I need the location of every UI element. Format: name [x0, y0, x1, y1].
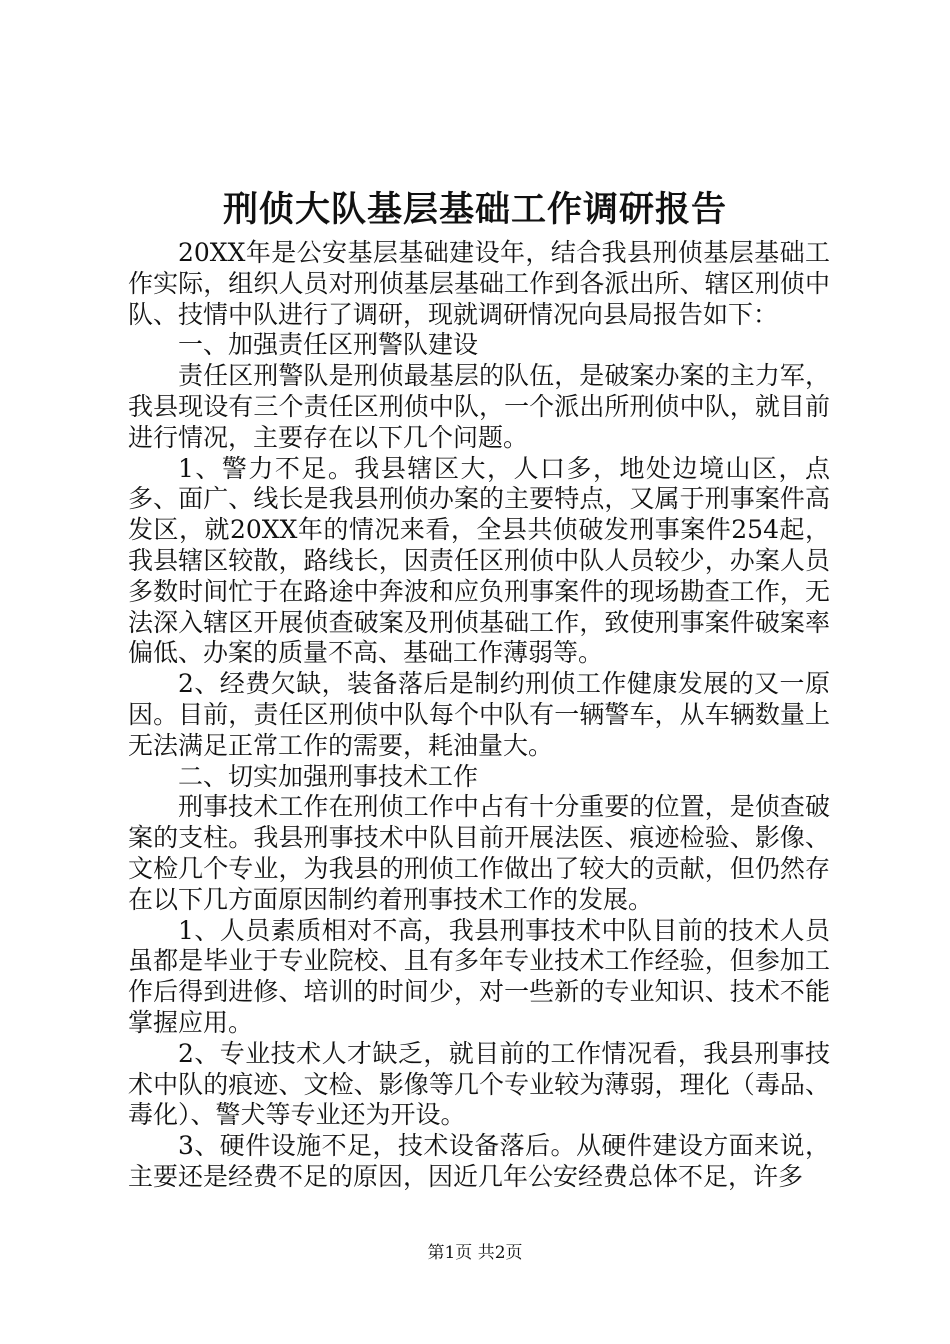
page-footer: 第1页 共2页 [427, 1243, 523, 1263]
document-title: 刑侦大队基层基础工作调研报告 [222, 189, 727, 230]
paragraph-item-2-2: 2、专业技术人才缺乏，就目前的工作情况看，我县刑事技术中队的痕迹、文检、影像等几个专业较为薄弱，理化（毒品、毒化）、警犬等专业还为开设。 [128, 1038, 830, 1130]
paragraph-item-2-1: 1、人员素质相对不高，我县刑事技术中队目前的技术人员虽都是毕业于专业院校、且有多年专业技术工作经验，但参加工作后得到进修、培训的时间少，对一些新的专业知识、技术不能掌握应用。 [128, 915, 830, 1037]
paragraph-section-2-intro: 刑事技术工作在刑侦工作中占有十分重要的位置，是侦查破案的支柱。我县刑事技术中队目前开展法医、痕迹检验、影像、文检几个专业，为我县的刑侦工作做出了较大的贡献，但仍然存在以下几方面原因制约着刑事技术工作的发展。 [128, 792, 830, 914]
paragraph-item-2-3: 3、硬件设施不足，技术设备落后。从硬件建设方面来说，主要还是经费不足的原因，因近几年公安经费总体不足，许多 [128, 1131, 830, 1191]
paragraph-intro: 20XX年是公安基层基础建设年，结合我县刑侦基层基础工作实际，组织人员对刑侦基层基础工作到各派出所、辖区刑侦中队、技情中队进行了调研，现就调研情况向县局报告如下： [128, 238, 830, 329]
section-heading-2: 二、切实加强刑事技术工作 [178, 761, 479, 791]
paragraph-item-1-1: 1、警力不足。我县辖区大，人口多，地处边境山区，点多、面广、线长是我县刑侦办案的主要特点，又属于刑事案件高发区，就20XX年的情况来看，全县共侦破发刑事案件254起，我县辖区较散，路线长，因责任区刑侦中队人员较少，办案人员多数时间忙于在路途中奔波和应负刑事案件的现场勘查工作，无法深入辖区开展侦查破案及刑侦基础工作，致使刑事案件破案率偏低、办案的质量不高、基础工作薄弱等。 [128, 453, 830, 668]
section-heading-1: 一、加强责任区刑警队建设 [178, 330, 479, 360]
paragraph-item-1-2: 2、经费欠缺，装备落后是制约刑侦工作健康发展的又一原因。目前，责任区刑侦中队每个中队有一辆警车，从车辆数量上无法满足正常工作的需要，耗油量大。 [128, 669, 830, 760]
paragraph-section-1-intro: 责任区刑警队是刑侦最基层的队伍，是破案办案的主力军，我县现设有三个责任区刑侦中队，一个派出所刑侦中队，就目前进行情况，主要存在以下几个问题。 [128, 361, 830, 452]
document-body [128, 238, 830, 1193]
